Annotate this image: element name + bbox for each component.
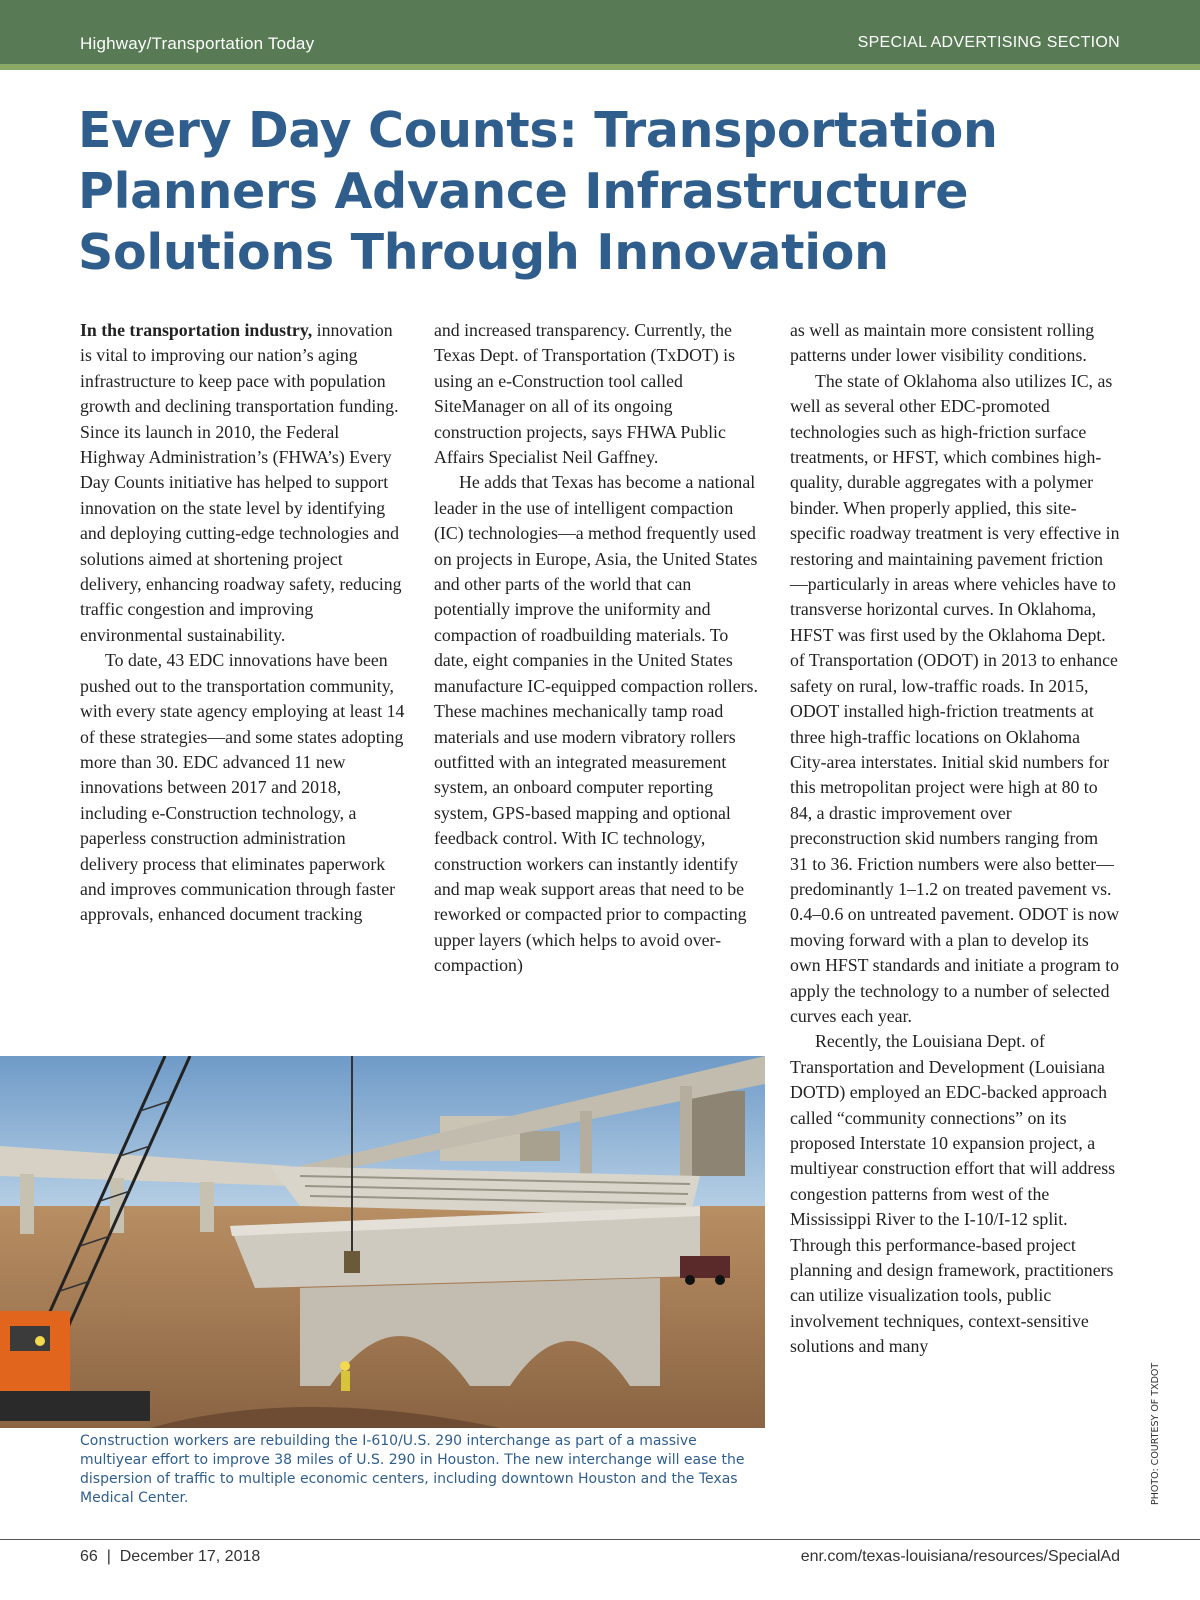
- paragraph: Recently, the Louisiana Dept. of Transportation and Development (Louisiana DOTD) employed an EDC-backed approach called “community connections” on its proposed Interstate 10 expansion project, a multiyear construction effort that will address congestion patterns from west of the Mississippi River to the I-10/I-12 split. Through this performance-based project planning and design framework, practitioners can utilize visualization tools, public involvement techniques, context-sensitive solutions and many: [790, 1031, 1116, 1357]
- paragraph: [80, 318, 405, 648]
- header-accent-line: [0, 64, 1200, 70]
- footer-rule: [0, 1539, 1200, 1540]
- paragraph: To date, 43 EDC innovations have been pushed out to the transportation community, with every state agency employing at least 14 of these strategies—and some states adopting more than 30. EDC advanced 11 new innovations between 2017 and 2018, including e-Construction technology, a paperless construction administration delivery process that eliminates paperwork and improves communication through faster approvals, enhanced document tracking: [80, 650, 405, 925]
- article-title: Every Day Counts: Transportation Planners Advance Infrastructure Solutions Through Innovation: [78, 102, 998, 281]
- paragraph: as well as maintain more consistent rolling patterns under lower visibility conditions.: [790, 320, 1095, 366]
- photo-credit: PHOTO: COURTESY OF TXDOT: [1150, 1362, 1161, 1505]
- footer-url[interactable]: enr.com/texas-louisiana/resources/SpecialAd: [800, 1548, 1120, 1565]
- lead-in: In the transportation industry,: [80, 320, 313, 340]
- header-bar: [0, 0, 1200, 64]
- paragraph: He adds that Texas has become a national leader in the use of intelligent compaction (IC) technologies—a method frequently used on projects in Europe, Asia, the United States and other parts of the world that can potentially improve the uniformity and compaction of roadbuilding materials. To date, eight companies in the United States manufacture IC-equipped compaction rollers. These machines mechanically tamp road materials and use modern vibratory rollers outfitted with an integrated measurement system, an onboard computer reporting system, GPS-based mapping and optional feedback control. With IC technology, construction workers can instantly identify and map weak support areas that need to be reworked or compacted prior to compacting upper layers (which helps to avoid over-compaction): [434, 472, 758, 976]
- text-column-1: [80, 318, 405, 928]
- text-column-3: [790, 318, 1120, 1360]
- text-column-2: [434, 318, 764, 979]
- section-name: Highway/Transportation Today: [80, 34, 315, 53]
- section-label: SPECIAL ADVERTISING SECTION: [857, 34, 1120, 51]
- construction-photo: [0, 1056, 765, 1428]
- paragraph: The state of Oklahoma also utilizes IC, as well as several other EDC-promoted technologies such as high-friction surface treatments, or HFST, which combines high-quality, durable aggregates with a polymer binder. When properly applied, this site-specific roadway treatment is very effective in restoring and maintaining pavement friction—particularly in areas where vehicles have to transverse horizontal curves. In Oklahoma, HFST was first used by the Oklahoma Dept. of Transportation (ODOT) in 2013 to enhance safety on rural, low-traffic roads. In 2015, ODOT installed high-friction treatments at three high-traffic locations on Oklahoma City-area interstates. Initial skid numbers for this metropolitan project were high at 80 to 84, a drastic improvement over preconstruction skid numbers ranging from 31 to 36. Friction numbers were also better—predominantly 1–1.2 on treated pavement vs. 0.4–0.6 on untreated pavement. ODOT is now moving forward with a plan to develop its own HFST standards and initiate a program to apply the technology to a number of selected curves each year.: [790, 370, 1120, 1026]
- paragraph: and increased transparency. Currently, the Texas Dept. of Transportation (TxDOT) is using an e-Construction tool called SiteManager on all of its ongoing construction projects, says FHWA Public Affairs Specialist Neil Gaffney.: [434, 320, 735, 468]
- interchange-construction-image: [0, 1056, 765, 1428]
- photo-caption: Construction workers are rebuilding the I-610/U.S. 290 interchange as part of a massive multiyear effort to improve 38 miles of U.S. 290 in Houston. The new interchange will ease the dispersion of traffic to multiple economic centers, including downtown Houston and the Texas Medical Center.: [80, 1433, 745, 1506]
- paragraph-text: innovation is vital to improving our nation’s aging infrastructure to keep pace with population growth and declining transportation funding. Since its launch in 2010, the Federal Highway Administration’s (FHWA’s) Every Day Counts initiative has helped to support innovation on the state level by identifying and deploying cutting-edge technologies and solutions aimed at shortening project delivery, enhancing roadway safety, reducing traffic congestion and improving environmental sustainability.: [80, 320, 402, 645]
- page-number-date: 66 | December 17, 2018: [80, 1548, 261, 1565]
